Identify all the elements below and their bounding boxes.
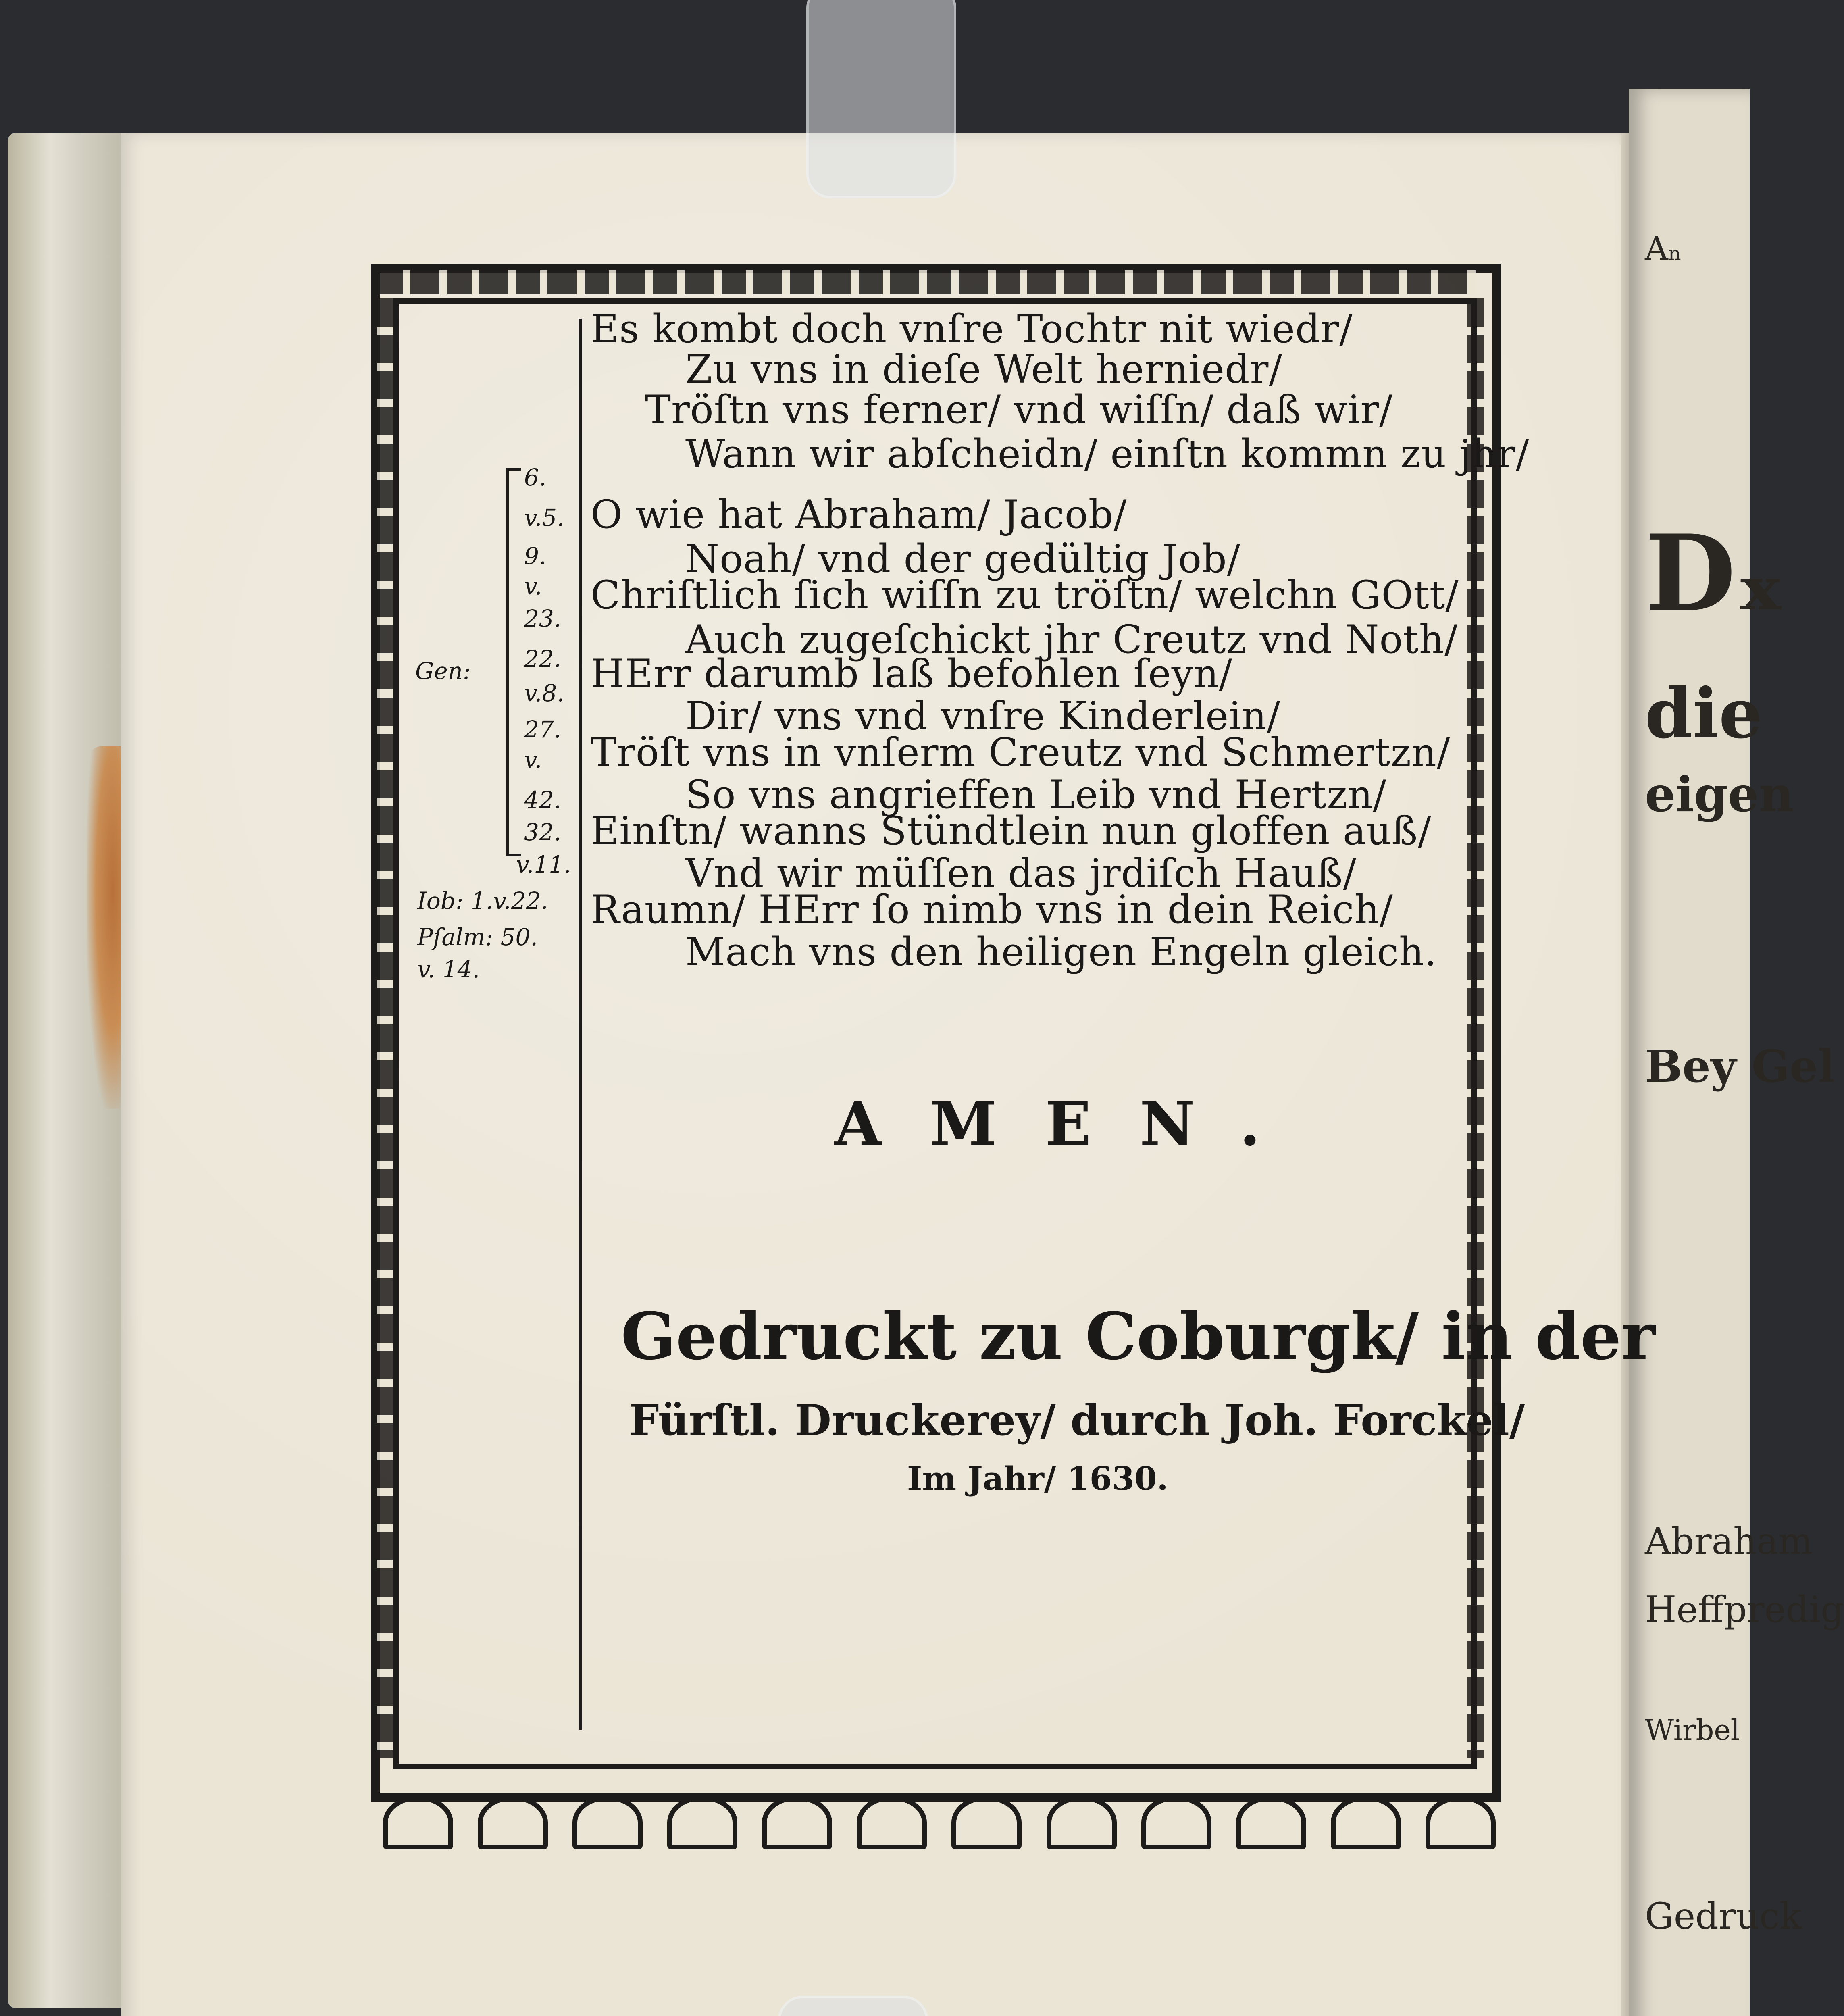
margin-ref: v.8. bbox=[524, 679, 564, 707]
ornament bbox=[572, 1795, 643, 1849]
ornament bbox=[667, 1795, 737, 1849]
margin-job-ref: Iob: 1.v.22. bbox=[417, 887, 548, 914]
right-page-fragment: Dₓ bbox=[1645, 512, 1786, 635]
ornament bbox=[478, 1795, 548, 1849]
right-page-fragment: die bbox=[1645, 673, 1763, 754]
ornament bbox=[1141, 1795, 1211, 1849]
ornament bbox=[1331, 1795, 1401, 1849]
right-page-fragment: Heffpredig bbox=[1645, 1589, 1844, 1631]
margin-ref: 32. bbox=[524, 818, 562, 846]
verse-line: So vns angrieffen Leib vnd Hertzn/ bbox=[685, 772, 1387, 817]
book-clip-bottom bbox=[778, 1996, 928, 2016]
imprint-line-3: Im Jahr/ 1630. bbox=[907, 1460, 1168, 1497]
verse-line: Einſtn/ wanns Stündtlein nun gloffen auß/ bbox=[591, 808, 1432, 854]
margin-ref: 9. bbox=[524, 542, 547, 570]
frame-top-ornament bbox=[379, 270, 1476, 294]
right-page-fragment: Abraham bbox=[1645, 1520, 1813, 1562]
right-page-fragment: Aₙ bbox=[1645, 230, 1682, 267]
verse-line: Noah/ vnd der gedültig Job/ bbox=[685, 536, 1240, 581]
ornament bbox=[1426, 1795, 1496, 1849]
margin-psalm-ref-verse: v. 14. bbox=[417, 956, 480, 983]
right-page-fragment: Gedruck bbox=[1645, 1895, 1802, 1937]
verse-line: Wann wir abſcheidn/ einſtn kommn zu jhr/ bbox=[685, 431, 1530, 477]
ornament bbox=[762, 1795, 832, 1849]
imprint-line-2: Fürſtl. Druckerey/ durch Joh. Forckel/ bbox=[629, 1395, 1525, 1445]
verse-line: Dir/ vns vnd vnſre Kinderlein/ bbox=[685, 694, 1280, 739]
verse-line: Vnd wir müſſen das jrdiſch Hauß/ bbox=[685, 851, 1357, 896]
right-page-fragment: Wirbel bbox=[1645, 1714, 1740, 1747]
verse-line: Auch zugeſchickt jhr Creutz vnd Noth/ bbox=[685, 617, 1458, 662]
right-page bbox=[1629, 89, 1844, 2016]
margin-ref: 23. bbox=[524, 605, 562, 632]
verse-line: Raumn/ HErr ſo nimb vns in dein Reich/ bbox=[591, 887, 1393, 932]
margin-ref: v. bbox=[524, 573, 542, 600]
verse-line: Mach vns den heiligen Engeln gleich. bbox=[685, 929, 1437, 975]
amen: AMEN. bbox=[835, 1089, 1309, 1160]
verse-line: Es kombt doch vnſre Tochtr nit wiedr/ bbox=[591, 306, 1353, 352]
ornament bbox=[1236, 1795, 1306, 1849]
ornament bbox=[951, 1795, 1022, 1849]
verse-line: Chriſtlich ſich wiſſn zu tröſtn/ welchn GOtt/ bbox=[591, 573, 1459, 618]
imprint-line-1: Gedruckt zu Coburgk/ in der bbox=[621, 1298, 1655, 1374]
margin-ref: v. bbox=[524, 746, 542, 773]
column-divider bbox=[579, 319, 582, 1730]
verse-line: O wie hat Abraham/ Jacob/ bbox=[591, 492, 1127, 537]
margin-ref: v.5. bbox=[524, 504, 564, 531]
verse-line: HErr darumb laß befohlen ſeyn/ bbox=[591, 651, 1233, 696]
right-page-fragment: eigen bbox=[1645, 766, 1794, 823]
margin-ref: 22. bbox=[524, 645, 562, 673]
ornament bbox=[857, 1795, 927, 1849]
bottom-ornament-row bbox=[383, 1790, 1496, 1855]
book-clip-top bbox=[806, 0, 956, 198]
margin-ref: 27. bbox=[524, 716, 562, 743]
margin-ref: v.11. bbox=[516, 851, 571, 878]
ornament bbox=[383, 1795, 453, 1849]
ornament bbox=[1047, 1795, 1117, 1849]
right-page-fragment: Bey Gel bbox=[1645, 1040, 1835, 1092]
verse-line: Tröſtn vns ferner/ vnd wiſſn/ daß wir/ bbox=[645, 387, 1393, 432]
frame-left-ornament bbox=[377, 298, 393, 1758]
verse-line: Tröſt vns in vnſerm Creutz vnd Schmertzn/ bbox=[591, 730, 1451, 775]
margin-ref: 42. bbox=[524, 786, 562, 814]
verse-line: Zu vns in dieſe Welt herniedr/ bbox=[685, 347, 1282, 392]
margin-ref: 6. bbox=[524, 464, 547, 491]
reference-bracket bbox=[506, 468, 521, 856]
margin-psalm-ref: Pſalm: 50. bbox=[417, 923, 538, 951]
margin-gen-label: Gen: bbox=[415, 657, 471, 685]
